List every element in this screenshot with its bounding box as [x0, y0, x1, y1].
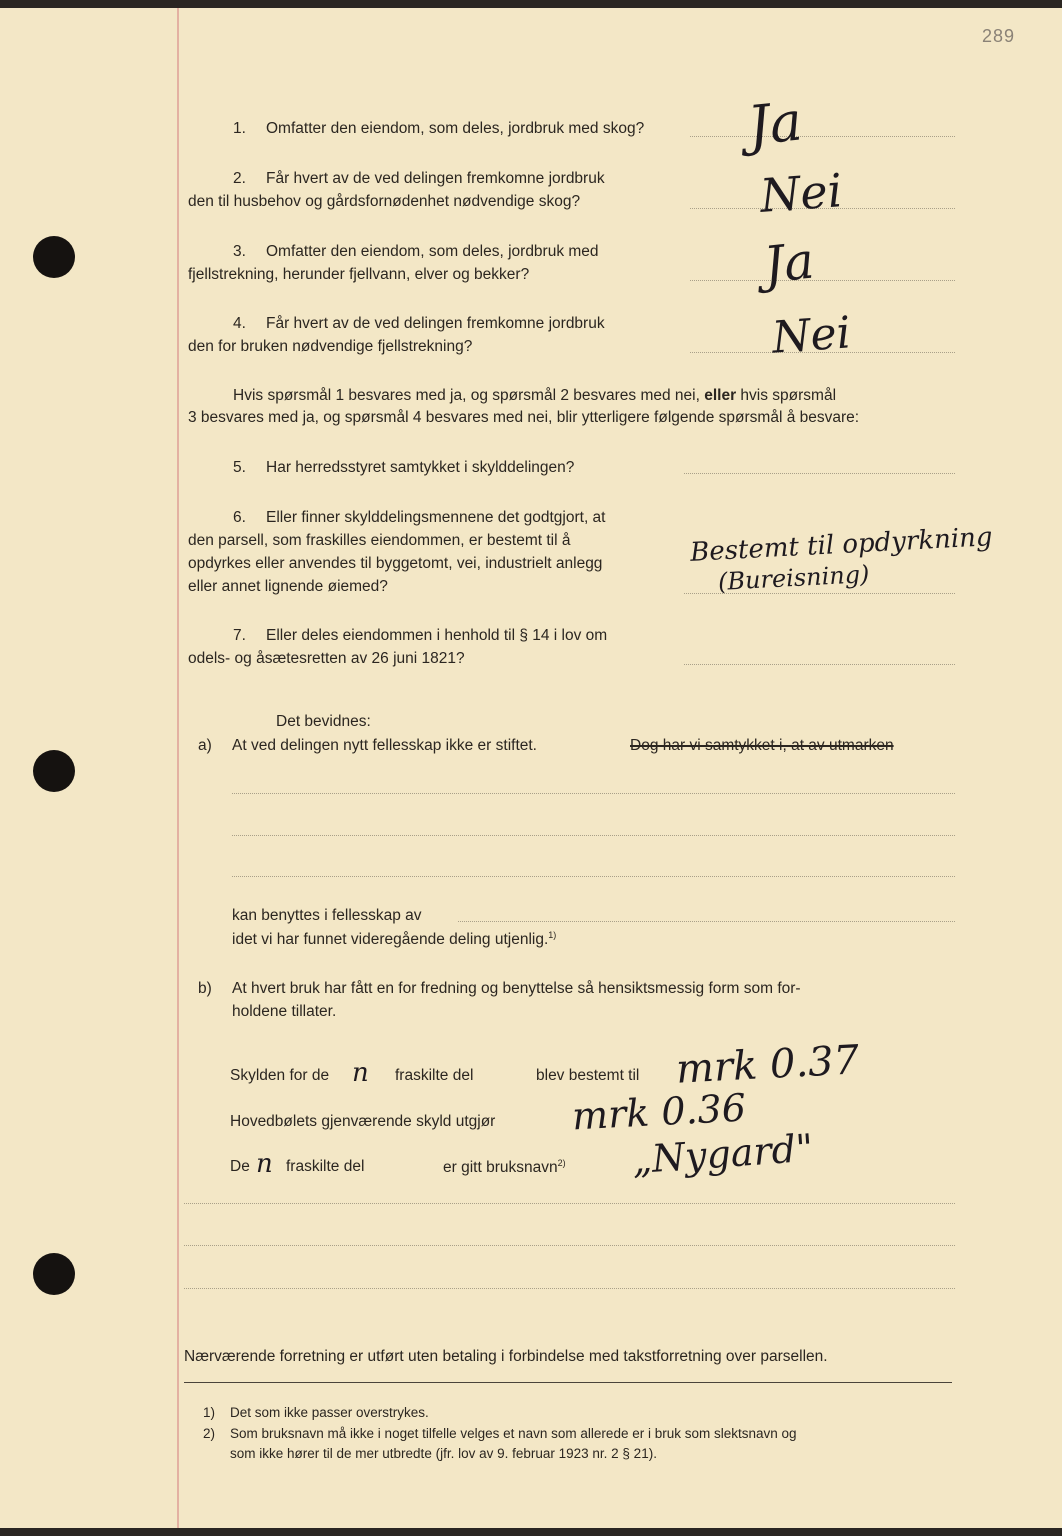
- q1-text: Omfatter den eiendom, som deles, jordbruk med skog?: [266, 120, 645, 137]
- q1-answer: Ja: [744, 89, 805, 158]
- answer-line: [684, 473, 955, 474]
- blank-line: [184, 1203, 955, 1204]
- footnote-ref: 2): [557, 1158, 566, 1168]
- footnote1-text: Det som ikke passer overstrykes.: [230, 1405, 429, 1420]
- q4-answer: Nei: [770, 307, 853, 364]
- q1-number: 1.: [233, 120, 246, 137]
- q6-answer-line1: Bestemt til opdyrkning: [689, 522, 994, 568]
- blank-line: [232, 835, 955, 836]
- blank-line: [232, 793, 955, 794]
- q7-line1: Eller deles eiendommen i henhold til § 14 i lov om: [266, 627, 608, 644]
- skyld-value3: „Nygard": [630, 1125, 815, 1183]
- q6-number: 6.: [233, 509, 246, 526]
- q6-answer-line2: (Bureisning): [717, 560, 871, 596]
- q3-number: 3.: [233, 243, 246, 260]
- q6-line3: opdyrkes eller anvendes til byggetomt, vei, industrielt anlegg: [188, 555, 603, 572]
- item-b-line1: At hvert bruk har fått en for fredning og benyttelse så hensiktsmessig form som for-: [232, 980, 801, 997]
- skyld-label1b: fraskilte del: [395, 1067, 474, 1084]
- item-b-line2: holdene tillater.: [232, 1003, 337, 1020]
- skyld-label1a: Skylden for de: [230, 1067, 330, 1084]
- skyld-value1: mrk 0.37: [674, 1037, 861, 1093]
- intro-line1: Hvis spørsmål 1 besvares med ja, og spørsmål 2 besvares med nei, eller hvis spørsmål: [233, 387, 837, 404]
- q3-line1: Omfatter den eiendom, som deles, jordbruk med: [266, 243, 599, 260]
- footnote2-mark: 2): [203, 1426, 216, 1441]
- statement: Nærværende forretning er utført uten betaling i forbindelse med takstforretning over parsellen.: [184, 1348, 828, 1365]
- q2-line2: den til husbehov og gårdsfornødenhet nødvendige skog?: [188, 193, 581, 210]
- item-b-label: b): [198, 980, 212, 997]
- item-a-text: At ved delingen nytt fellesskap ikke er stiftet.: [232, 737, 537, 754]
- intro-line2: 3 besvares med ja, og spørsmål 4 besvares med nei, blir ytterligere følgende spørsmål å besvare:: [188, 409, 860, 426]
- q4-line1: Får hvert av de ved delingen fremkomne jordbruk: [266, 315, 605, 332]
- q2-line1: Får hvert av de ved delingen fremkomne jordbruk: [266, 170, 605, 187]
- skyld-label1c: blev bestemt til: [536, 1067, 640, 1084]
- document-page: [0, 8, 1062, 1528]
- punch-hole: [33, 750, 75, 792]
- q6-line4: eller annet lignende øiemed?: [188, 578, 388, 595]
- page-number: 289: [982, 26, 1016, 46]
- bevidnes-heading: Det bevidnes:: [276, 713, 371, 730]
- item-a-line2: kan benyttes i fellesskap av: [232, 907, 422, 924]
- q7-line2: odels- og åsætesretten av 26 juni 1821?: [188, 650, 465, 667]
- skyld-label3-hand: n: [256, 1149, 273, 1179]
- q5-number: 5.: [233, 459, 246, 476]
- blank-line: [184, 1288, 955, 1289]
- item-a-label: a): [198, 737, 212, 754]
- q6-line2: den parsell, som fraskilles eiendommen, er bestemt til å: [188, 532, 571, 549]
- skyld-label2: Hovedbølets gjenværende skyld utgjør: [230, 1113, 496, 1130]
- answer-line: [684, 664, 955, 665]
- blank-line: [184, 1245, 955, 1246]
- skyld-label3b: fraskilte del: [286, 1158, 365, 1175]
- skyld-label1-hand: n: [352, 1058, 369, 1088]
- skyld-label3a: De: [230, 1158, 250, 1175]
- margin-line: [177, 8, 179, 1528]
- skyld-label3c: er gitt bruksnavn$^{2)}$: [443, 1158, 566, 1177]
- skyld-value2: mrk 0.36: [570, 1085, 747, 1139]
- footnote1-mark: 1): [203, 1405, 216, 1420]
- q7-number: 7.: [233, 627, 246, 644]
- q2-number: 2.: [233, 170, 246, 187]
- q3-line2: fjellstrekning, herunder fjellvann, elver og bekker?: [188, 266, 530, 283]
- item-a-struck-text: Dog har vi samtykket i, at av utmarken: [630, 737, 894, 754]
- q6-line1: Eller finner skylddelingsmennene det godtgjort, at: [266, 509, 606, 526]
- footnote2-line2: som ikke hører til de mer utbredte (jfr. lov av 9. februar 1923 nr. 2 § 21).: [230, 1446, 657, 1461]
- punch-hole: [33, 1253, 75, 1295]
- answer-line: [690, 136, 955, 137]
- item-a-line3: idet vi har funnet videregående deling utjenlig.$^{1)}$: [232, 930, 557, 949]
- punch-hole: [33, 236, 75, 278]
- q5-text: Har herredsstyret samtykket i skylddelingen?: [266, 459, 575, 476]
- blank-line: [232, 876, 955, 877]
- blank-line: [458, 921, 955, 922]
- q4-line2: den for bruken nødvendige fjellstrekning?: [188, 338, 473, 355]
- footnote-ref: 1): [548, 930, 557, 940]
- answer-line: [690, 280, 955, 281]
- q4-number: 4.: [233, 315, 246, 332]
- q2-answer: Nei: [758, 163, 844, 223]
- footnote2-line1: Som bruksnavn må ikke i noget tilfelle velges et navn som allerede er i bruk som slektsnavn og: [230, 1426, 797, 1441]
- footnote-divider: [184, 1382, 952, 1383]
- q3-answer: Ja: [761, 231, 817, 295]
